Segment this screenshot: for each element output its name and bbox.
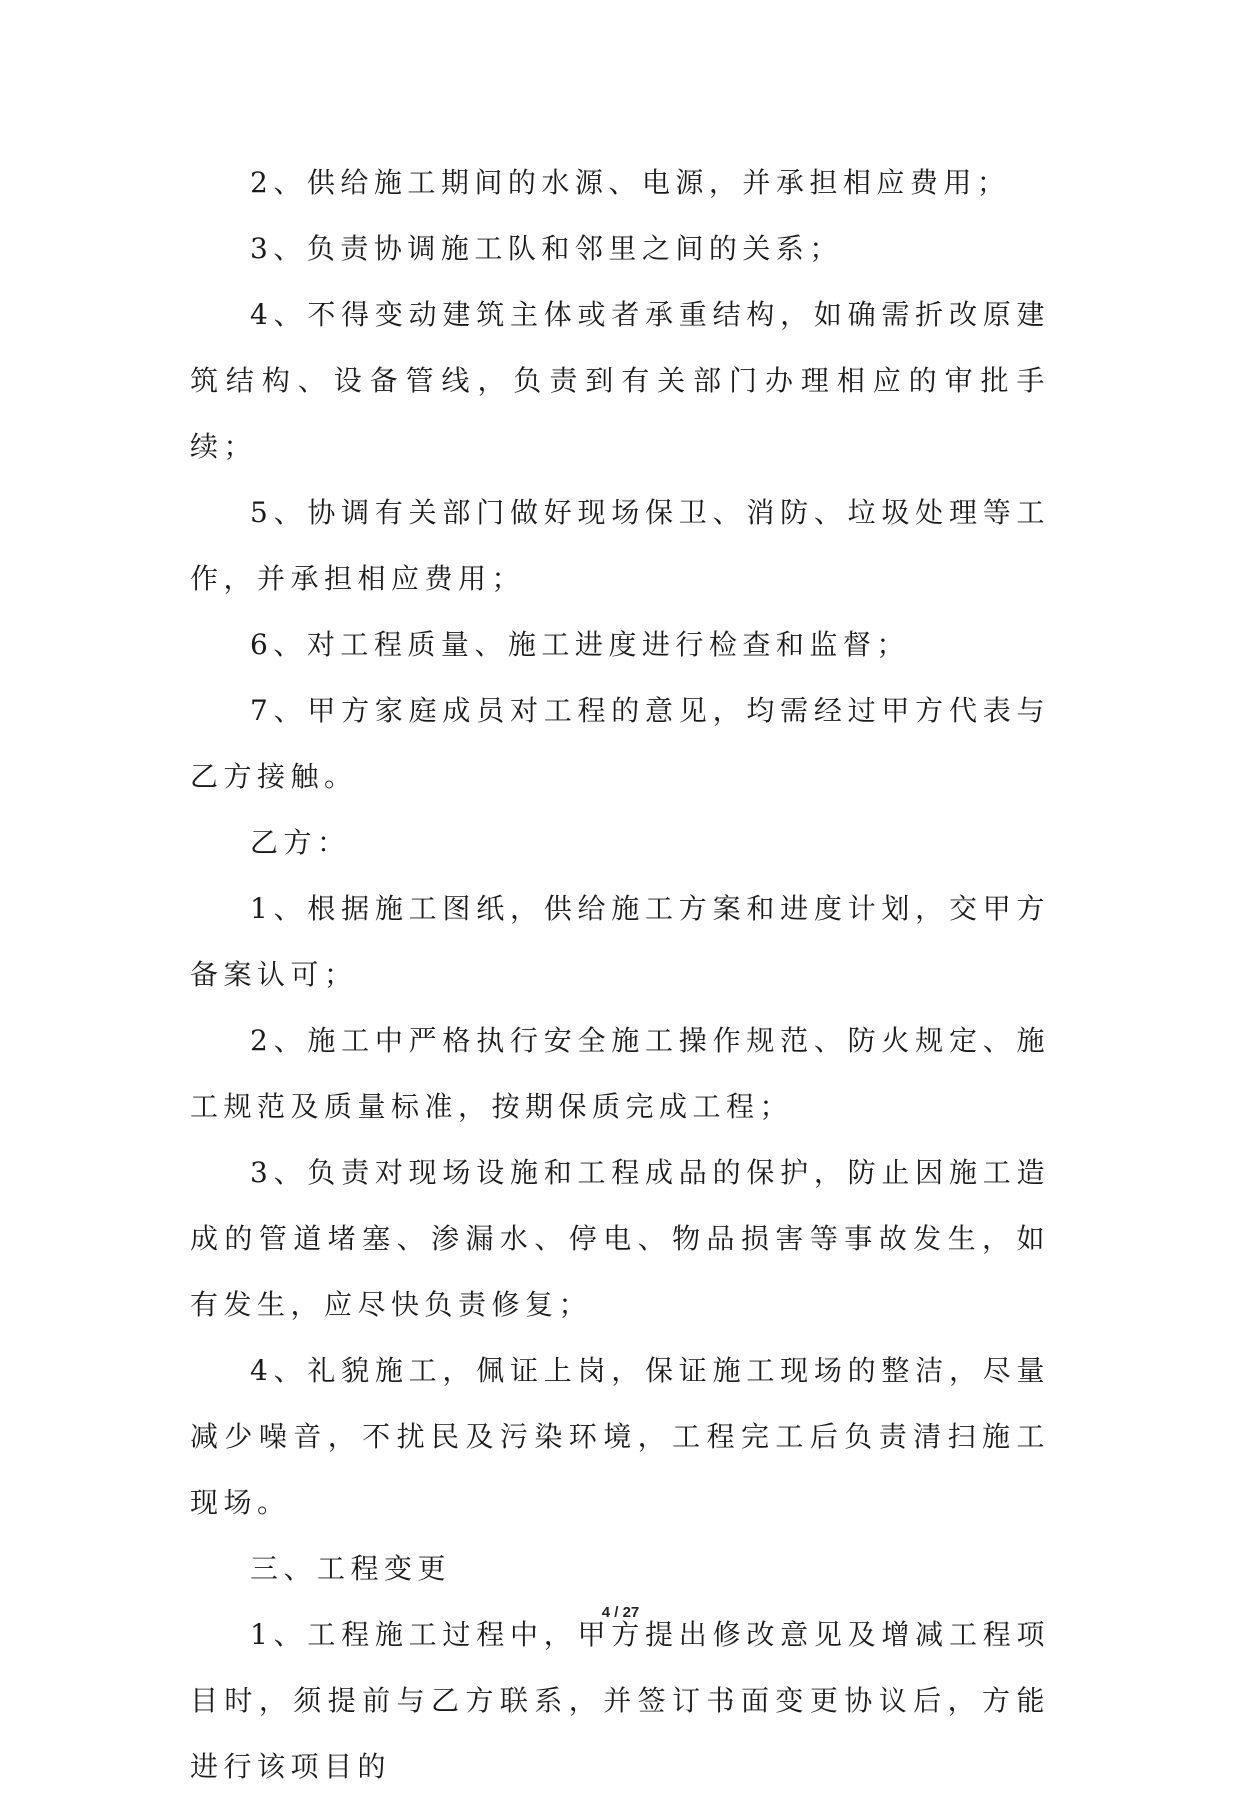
- heading-party-b: 乙方：: [250, 826, 351, 859]
- paragraph-site-security: 5、协调有关部门做好现场保卫、消防、垃圾处理等工作，并承担相应费用；: [190, 496, 1050, 595]
- paragraph-quality-inspection: 6、对工程质量、施工进度进行检查和监督；: [250, 628, 910, 661]
- paragraph-construction-plan: 1、根据施工图纸，供给施工方案和进度计划，交甲方备案认可；: [190, 892, 1050, 991]
- paragraph-polite-construction: 4、礼貌施工，佩证上岗，保证施工现场的整洁，尽量减少噪音，不扰民及污染环境，工程完工后负责清扫施工现场。: [190, 1354, 1050, 1519]
- paragraph-safety-standards: 2、施工中严格执行安全施工操作规范、防火规定、施工规范及质量标准，按期保质完成工程；: [190, 1024, 1050, 1123]
- paragraph-neighbor-relations: 3、负责协调施工队和邻里之间的关系；: [250, 232, 843, 265]
- page-number: 4 / 27: [601, 1604, 640, 1621]
- document-body: [190, 150, 1050, 1800]
- paragraph-site-protection: 3、负责对现场设施和工程成品的保护，防止因施工造成的管道堵塞、渗漏水、停电、物品损害等事故发生，如有发生，应尽快负责修复；: [190, 1156, 1050, 1321]
- paragraph-water-power: 2、供给施工期间的水源、电源，并承担相应费用；: [250, 166, 1011, 199]
- paragraph-family-opinions: 7、甲方家庭成员对工程的意见，均需经过甲方代表与乙方接触。: [190, 694, 1050, 793]
- heading-project-changes: 三、工程变更: [250, 1552, 452, 1585]
- paragraph-structure-changes: 4、不得变动建筑主体或者承重结构，如确需折改原建筑结构、设备管线，负责到有关部门办理相应的审批手续；: [190, 298, 1050, 463]
- paragraph-change-agreement: 1、工程施工过程中，甲方提出修改意见及增减工程项目时，须提前与乙方联系，并签订书面变更协议后，方能进行该项目的: [190, 1618, 1050, 1783]
